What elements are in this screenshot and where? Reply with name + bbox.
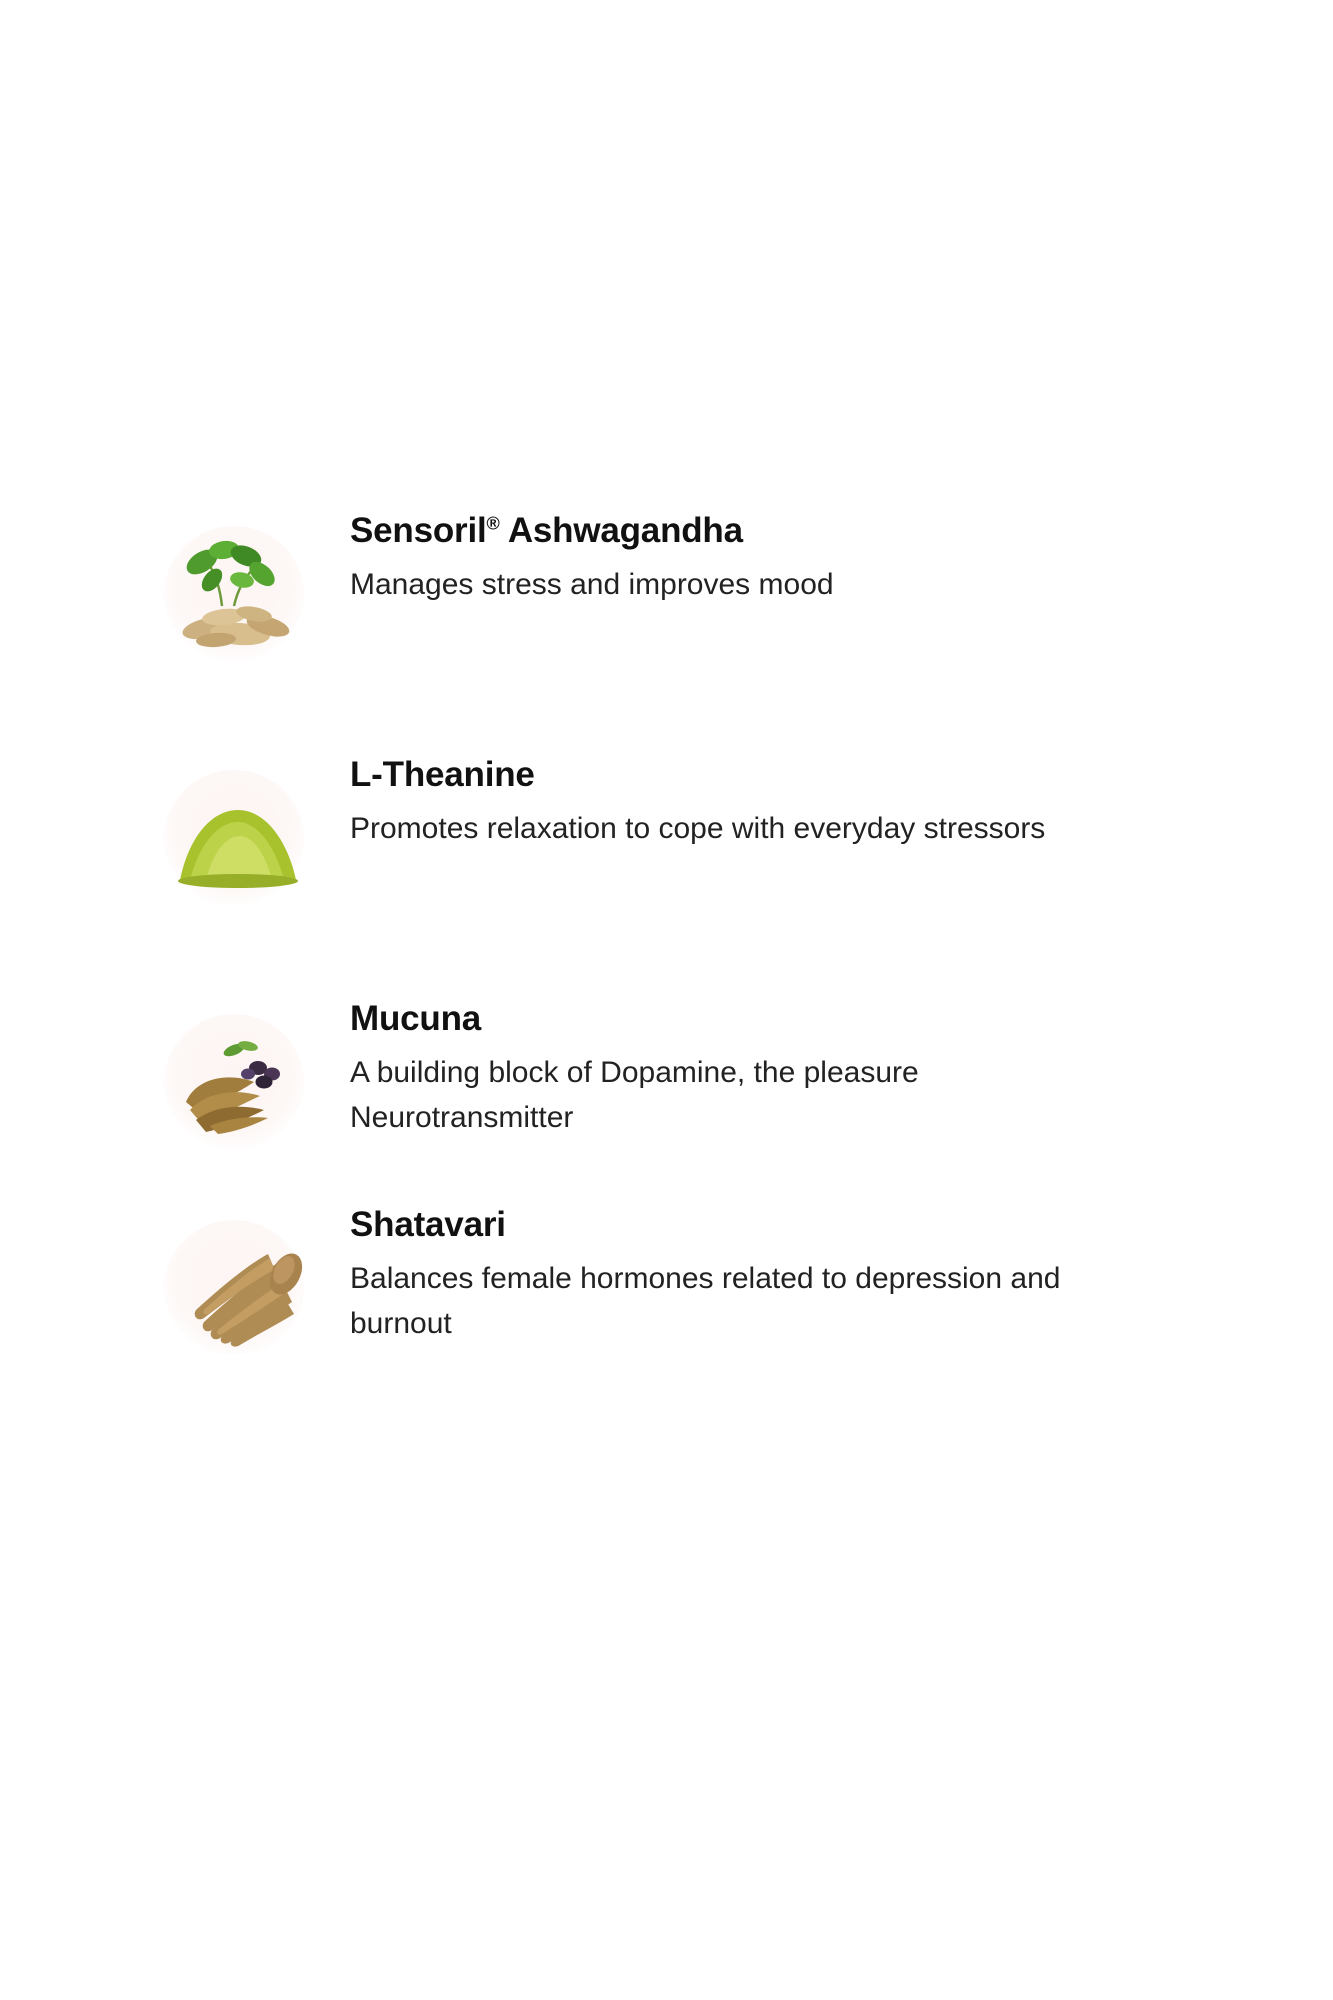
ingredient-title bbox=[350, 510, 1213, 551]
green-tea-powder-mound-icon bbox=[150, 762, 330, 912]
ingredient-title bbox=[350, 1204, 1213, 1245]
list-item bbox=[0, 1204, 1333, 1362]
ingredient-text bbox=[350, 510, 1213, 608]
ingredient-description: Promotes relaxation to cope with everyday stressors bbox=[350, 812, 1046, 846]
shatavari-roots-icon bbox=[150, 1212, 330, 1362]
registered-mark: ® bbox=[486, 513, 500, 534]
ingredient-title-main: Sensoril bbox=[350, 511, 487, 550]
ingredient-description: A building block of Dopamine, the pleasure Neurotransmitter bbox=[350, 1056, 919, 1134]
list-item bbox=[0, 998, 1333, 1156]
ingredient-text bbox=[350, 998, 1213, 1140]
ingredient-description: Manages stress and improves mood bbox=[350, 568, 834, 602]
ingredient-text bbox=[350, 754, 1213, 852]
ingredient-text bbox=[350, 1204, 1213, 1346]
list-item bbox=[0, 510, 1333, 668]
ingredient-title-main: L-Theanine bbox=[350, 755, 535, 794]
ingredient-title bbox=[350, 998, 1213, 1039]
ingredient-title bbox=[350, 754, 1213, 795]
ingredient-title-rest: Ashwagandha bbox=[499, 511, 743, 550]
ingredient-title-main: Shatavari bbox=[350, 1205, 506, 1244]
ingredient-title-main: Mucuna bbox=[350, 999, 482, 1038]
ashwagandha-root-sprig-icon bbox=[150, 518, 330, 668]
ingredient-description: Balances female hormones related to depression and burnout bbox=[350, 1262, 1061, 1340]
list-item bbox=[0, 754, 1333, 912]
mucuna-pods-and-beans-icon bbox=[150, 1006, 330, 1156]
